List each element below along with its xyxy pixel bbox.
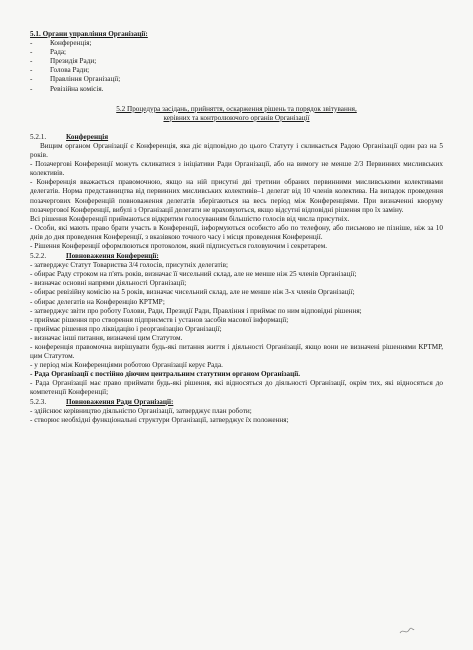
list-item: - конференція правомочна вирішувати будь-які питання життя і діяльності Організації, якщо вони не визначені рішеннями КРТМР, цим Статутом. xyxy=(30,343,443,361)
list-item: - Президія Ради; xyxy=(30,57,97,66)
list-item: - затверджує Статут Товариства 3/4 голосів, присутніх делегатів; xyxy=(30,261,229,270)
list-item: - Правління Організації; xyxy=(30,75,121,84)
list-item: - створює необхідні функціональні структури Організації, затверджує їх положення; xyxy=(30,415,289,424)
signature-mark-icon xyxy=(398,626,416,636)
list-item: - визначає інші питання, визначені цим Статутом. xyxy=(30,333,183,342)
list-item: - обирає Раду строком на п'ять років, визначає її чисельний склад, але не менше ніж 25 членів Організації; xyxy=(30,270,357,279)
section-5-1-title: 5.1. Органи управління Організації: xyxy=(30,30,148,38)
paragraph: - Конференція вважається правомочною, якщо на ній присутні дві третини обраних первинними мисливськими колективами делегатів. Норма представництва від первинних мисливських колективів–1 делегат від 10 членів колектива. На випадок проведення позачергових Конференцій повноваження делегатів зберігаються на весь період між Конференціями. При визначенні кворуму позачергової Конференції, вибулі з Організації делегати не враховуються, якщо відсутні відповідні рішення про їх заміну. xyxy=(30,178,443,214)
paragraph: - Рішення Конференції оформлюються протоколом, який підписується головуючим і секретарем. xyxy=(30,241,328,250)
list-item: - здійснює керівництво діяльністю Організації, затверджує план роботи; xyxy=(30,406,252,415)
section-5-2-3-heading: 5.2.3. Повноваження Ради Організації: xyxy=(30,397,174,406)
list-item: - визначає основні напрями діяльності Організації; xyxy=(30,279,187,288)
list-item: - приймає рішення про створення підприємств і установ засобів масової інформації; xyxy=(30,315,289,324)
list-item: - Голова Ради; xyxy=(30,66,90,75)
list-item: - затверджує звіти про роботу Голови, Ради, Президії Ради, Правління і приймає по ним відповідні рішення; xyxy=(30,306,362,315)
list-item: - обирає делегатів на Конференцію КРТМР; xyxy=(30,297,165,306)
paragraph: - Позачергові Конференції можуть скликатися з ініціативи Ради Організації, або на вимогу не менше 2/3 Первинних мисливських колективів. xyxy=(30,160,443,178)
list-item: - Рада; xyxy=(30,48,67,57)
list-item: - обирає ревізійну комісію на 5 років, визначає чисельний склад, але не менше ніж 3-х членів Організації; xyxy=(30,288,355,297)
section-5-1-list xyxy=(30,39,443,94)
list-item: - Конференція; xyxy=(30,39,92,48)
list-item: - у період між Конференціями роботою Організації керує Рада. xyxy=(30,361,223,370)
list-item: - приймає рішення про ліквідацію і реорганізацію Організації; xyxy=(30,324,222,333)
list-item: - Ревізійна комісія. xyxy=(30,84,104,93)
paragraph: Вищим органом Організації є Конференція, яка діє відповідно до цього Статуту і скликається Радою Організації один раз на 5 років. xyxy=(30,141,443,160)
paragraph: Всі рішення Конференції приймаються відкритим голосуванням більшістю голосів від числа присутніх. xyxy=(30,214,350,223)
list-item: - Рада Організації є постійно діючим центральним статутним органом Організації. xyxy=(30,370,301,379)
paragraph: - Особи, які мають право брати участь в Конференції, інформуються особисто або по телефону, або письмово не пізніше, ніж за 10 днів до дня проведення Конференції, з вказівкою точного часу і місця проведення Конференції. xyxy=(30,223,443,241)
section-5-2-title: 5.2 Процедура засідань, прийняття, оскарження рішень та порядок звітування, керівних та контролюючого органів Організації xyxy=(116,104,357,122)
section-5-2-1-heading: 5.2.1. Конференція xyxy=(30,132,109,141)
section-5-2-2-heading: 5.2.2. Повноваження Конференції: xyxy=(30,252,159,261)
list-item: - Рада Організації має право приймати будь-які рішення, які відносяться до діяльності Організації, окрім тих, які відносяться до компетенції Конференції; xyxy=(30,379,443,397)
